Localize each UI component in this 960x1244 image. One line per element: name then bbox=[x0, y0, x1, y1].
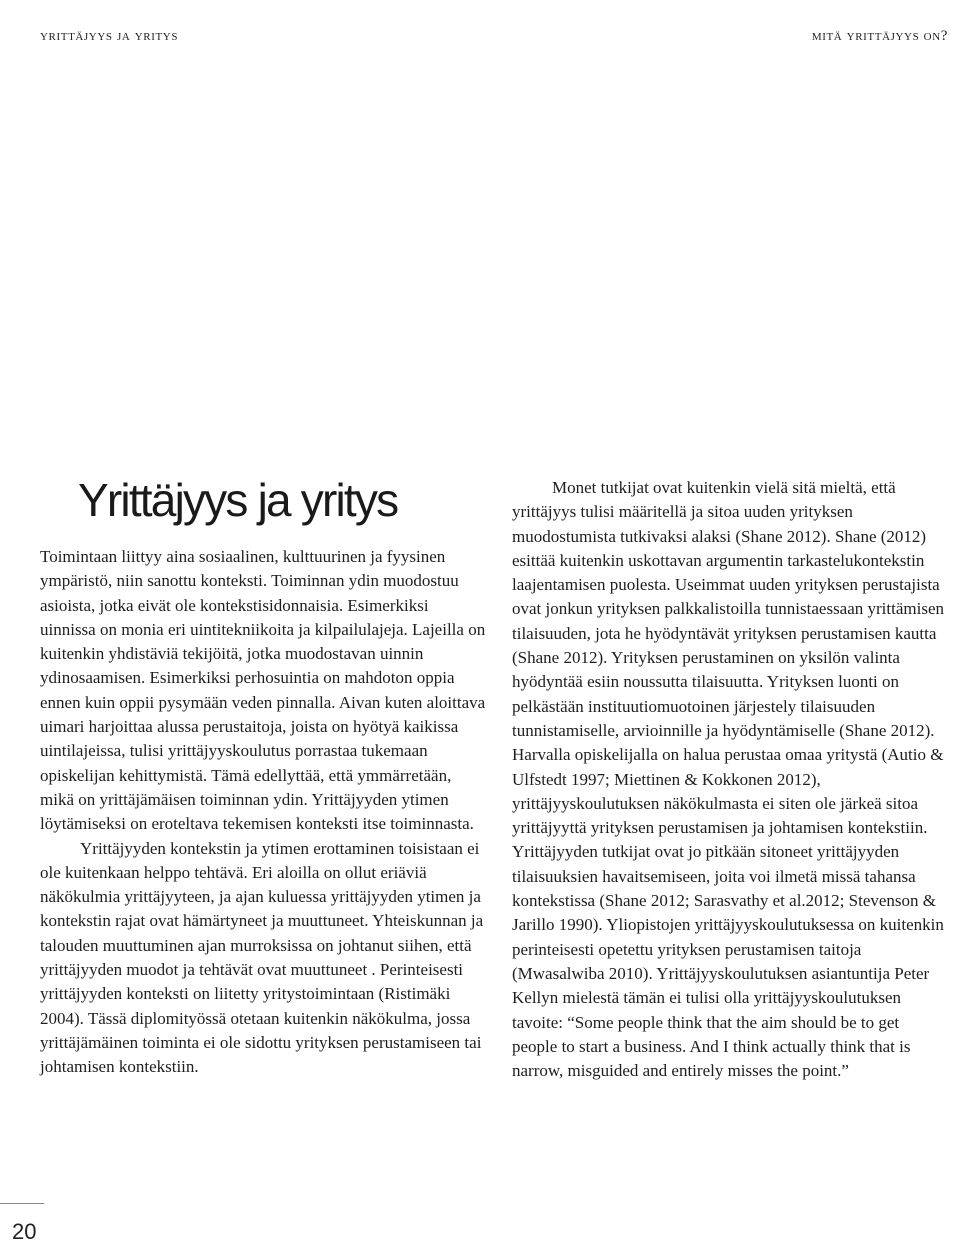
right-paragraph-1: Monet tutkijat ovat kuitenkin vielä sitä mieltä, että yrittäjyys tulisi määritellä ja sitoa uuden yrityksen muodostumista tutkivaksi alaksi (Shane 2012). Shane (2012) esittää kuitenkin uskottavan argumentin tarkastelukontekstin laajentamisen puolesta. Useimmat uuden yrityksen perustajista ovat jonkun yrityksen palkkalistoilla tunnistaessaan yrittämisen tilaisuuden, jota he hyödyntävät yrityksen perustamisen kautta (Shane 2012). Yrityksen perustaminen on yksilön valinta hyödyntää esiin noussutta tilaisuutta. Yrityksen luonti on pelkästään instituutiomuotoinen järjestely tilaisuuden tunnistamiselle, arvioinnille ja hyödyntämiselle (Shane 2012). Harvalla opiskelijalla on halua perustaa omaa yritystä (Autio & Ulfstedt 1997; Miettinen & Kokkonen 2012), yrittäjyyskoulutuksen näkökulmasta ei siten ole järkeä sitoa yrittäjyyttä yrityksen perustamisen ja johtamisen kontekstiin. Yrittäjyyden tutkijat ovat jo pitkään sitoneet yrittäjyyden tilaisuuksien havaitsemiseen, joita voi ilmetä missä tahansa kontekstissa (Shane 2012; Sarasvathy et al.2012; Stevenson & Jarillo 1990). Yliopistojen yrittäjyyskoulutuksessa on kuitenkin perinteisesti opetettu yrityksen perustamisen taitoja (Mwasalwiba 2010). Yrittäjyyskoulutuksen asiantuntija Peter Kellyn mielestä tämän ei tulisi olla yrittäjyyskoulutuksen tavoite: “Some people think that the aim should be to get people to start a business. And I think actually think that is narrow, misguided and entirely misses the point.” bbox=[512, 478, 945, 1081]
page-number: 20 bbox=[12, 1219, 37, 1244]
right-column-body bbox=[512, 476, 946, 1083]
running-head-left: yrittäjyys ja yritys bbox=[40, 28, 179, 44]
left-paragraph-2: Yrittäjyyden kontekstin ja ytimen erottaminen toisistaan ei ole kuitenkaan helppo tehtävä. Eri aloilla on ollut eriäviä näkökulmia yrittäjyyteen, ja ajan kuluessa yrittäjyyden ytimen ja kontekstin rajat ovat hämärtyneet ja muuttuneet. Yhteiskunnan ja talouden muuttuminen ajan murroksissa on johtanut siihen, että yrittäjyyden muodot ja tehtävät ovat muuttuneet . Perinteisesti yrittäjyyden konteksti on liitetty yritystoimintaan (Ristimäki 2004). Tässä diplomityössä otetaan kuitenkin näkökulma, jossa yrittäjämäinen toiminta ei ole sidottu yrityksen perustamiseen tai johtamisen kontekstiin. bbox=[40, 838, 484, 1077]
left-paragraph-1: Toimintaan liittyy aina sosiaalinen, kulttuurinen ja fyysinen ympäristö, niin sanottu konteksti. Toiminnan ydin muodostuu asioista, jotka eivät ole kontekstisidonnaisia. Esimerkiksi uinnissa on monia eri uintitekniikoita ja kilpailulajeja. Lajeilla on kuitenkin yhdistäviä tekijöitä, jotka muodostavan uinnin ydinosaamisen. Esimerkiksi perhosuintia on mahdoton oppia ennen kuin oppii pysymään veden pinnalla. Aivan kuten aloittava uimari harjoittaa alussa perustaitoja, joista on hyötyä kaikissa uintilajeissa, tulisi yrittäjyyskoulutus porrastaa tukemaan opiskelijan kehittymistä. Tämä edellyttää, että ymmärretään, mikä on yrittäjämäisen toiminnan ydin. Yrittäjyyden ytimen löytämiseksi on eroteltava tekemisen konteksti itse toiminnasta. bbox=[40, 547, 486, 834]
left-column-body bbox=[40, 545, 486, 1080]
page-footer-rule bbox=[0, 1203, 44, 1204]
running-head-right: mitä yrittäjyys on? bbox=[811, 28, 948, 44]
section-title: Yrittäjyys ja yritys bbox=[78, 474, 398, 526]
